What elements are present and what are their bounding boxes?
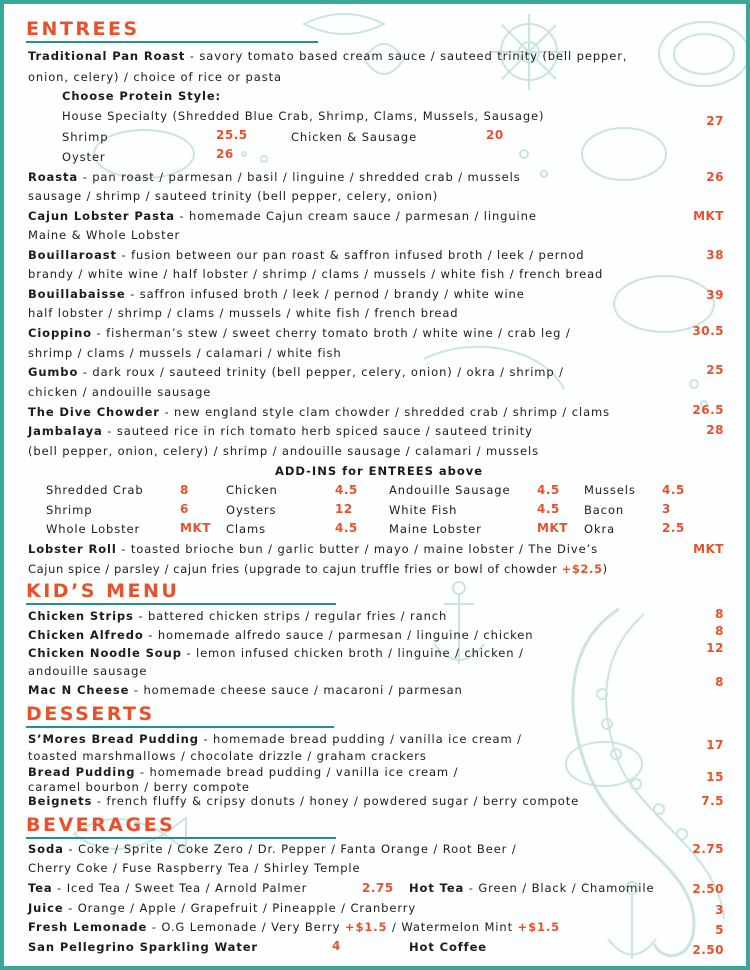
protein-oyster: Oyster: [62, 150, 106, 164]
addin-name: Mussels: [584, 483, 636, 497]
menu-item-bouillaroast: [28, 248, 584, 262]
item-price: 2.75: [692, 842, 724, 856]
hot-coffee-price: 2.50: [692, 943, 724, 957]
item-name: The Dive Chowder: [28, 405, 160, 419]
item-name: S’Mores Bread Pudding: [28, 732, 199, 746]
item-price: 28: [706, 423, 724, 437]
addin-price: 4.5: [537, 483, 560, 497]
kids-item: [28, 609, 447, 623]
item-name: Chicken Noodle Soup: [28, 646, 182, 660]
item-description-cont: sausage / shrimp / sauteed trinity (bell pepper, celery, onion): [28, 189, 439, 203]
tea-price: 2.75: [362, 881, 394, 895]
item-description-cont: toasted marshmallows / chocolate drizzle / graham crackers: [28, 749, 427, 763]
house-specialty-option: House Specialty (Shredded Blue Crab, Shrimp, Clams, Mussels, Sausage): [62, 109, 545, 123]
item-description-cont: Cherry Coke / Fuse Raspberry Tea / Shirley Temple: [28, 861, 361, 875]
addin-name: Maine Lobster: [389, 522, 482, 536]
item-description: - savory tomato based cream sauce / sauteed trinity (bell pepper,: [185, 49, 628, 63]
item-price: 15: [706, 770, 724, 784]
item-description: - Iced Tea / Sweet Tea / Arnold Palmer: [52, 881, 308, 895]
addin-price: MKT: [537, 521, 568, 535]
item-price: 30.5: [692, 324, 724, 338]
protein-shrimp: Shrimp: [62, 130, 109, 144]
item-description-cont: [28, 562, 608, 576]
item-name: Bouillabaisse: [28, 287, 126, 301]
item-name: Fresh Lemonade: [28, 920, 148, 934]
item-description: - Coke / Sprite / Coke Zero / Dr. Pepper / Fanta Orange / Root Beer /: [63, 842, 517, 856]
item-price: MKT: [693, 209, 724, 223]
item-price: 38: [706, 248, 724, 262]
item-description: - dark roux / sauteed trinity (bell pepper, celery, onion) / okra / shrimp /: [78, 365, 564, 379]
item-description: - homemade bread pudding / vanilla ice cream /: [198, 732, 522, 746]
addin-name: Shredded Crab: [46, 483, 144, 497]
protein-chicken-sausage-price: 20: [486, 128, 504, 142]
addin-name: Andouille Sausage: [389, 483, 511, 497]
protein-chicken-sausage: Chicken & Sausage: [291, 130, 418, 144]
addin-price: 4.5: [662, 483, 685, 497]
item-description: - fisherman’s stew / sweet cherry tomato broth / white wine / crab leg /: [91, 326, 571, 340]
item-name: Beignets: [28, 794, 93, 808]
addin-price: MKT: [180, 521, 211, 535]
item-description: - homemade Cajun cream sauce / parmesan / linguine: [174, 209, 537, 223]
upgrade-price: +$1.5: [517, 920, 561, 934]
item-name: Chicken Alfredo: [28, 628, 144, 642]
section-divider: [26, 837, 336, 839]
item-description: - pan roast / parmesan / basil / linguine / shredded crab / mussels: [78, 170, 521, 184]
addin-name: Whole Lobster: [46, 522, 141, 536]
item-name: Hot Tea: [409, 881, 465, 895]
item-price: 25: [706, 363, 724, 377]
item-description: - Orange / Apple / Grapefruit / Pineapple / Cranberry: [63, 901, 417, 915]
item-description: - fusion between our pan roast & saffron infused broth / leek / pernod: [116, 248, 585, 262]
addin-name: Chicken: [226, 483, 278, 497]
addin-price: 8: [180, 483, 189, 497]
section-divider: [26, 41, 318, 43]
item-description: / Watermelon Mint: [387, 920, 518, 934]
section-desserts: [26, 703, 155, 725]
item-description: ): [602, 562, 608, 576]
item-description: - toasted brioche bun / garlic butter / mayo / maine lobster / The Dive’s: [116, 542, 598, 556]
octopus-tentacle-icon: [573, 609, 724, 956]
item-price: 7.5: [701, 794, 724, 808]
item-description: - saffron infused broth / leek / pernod / brandy / white wine: [125, 287, 525, 301]
addin-name: Clams: [226, 522, 266, 536]
item-price: 26.5: [692, 403, 724, 417]
item-description-cont: onion, celery) / choice of rice or pasta: [28, 70, 282, 84]
addin-name: White Fish: [389, 503, 458, 517]
item-description: - lemon infused chicken broth / linguine / chicken /: [181, 646, 524, 660]
section-title-kids: KID’S MENU: [26, 580, 180, 602]
kids-item: [28, 646, 524, 660]
dessert-item: [28, 794, 579, 808]
item-name: Mac N Cheese: [28, 683, 130, 697]
addin-name: Okra: [584, 522, 616, 536]
section-title-entrees: ENTREES: [26, 18, 140, 40]
item-description: - O.G Lemonade / Very Berry: [147, 920, 345, 934]
beverage-item-hot-tea: [409, 881, 654, 895]
section-divider: [26, 603, 336, 605]
item-description: - homemade bread pudding / vanilla ice cream /: [135, 765, 459, 779]
item-price: 3: [715, 903, 724, 917]
kids-item: [28, 683, 463, 697]
item-name: Bouillaroast: [28, 248, 117, 262]
item-description-cont: caramel bourbon / berry compote: [28, 780, 250, 794]
kids-item: [28, 628, 533, 642]
item-description-cont: Maine & Whole Lobster: [28, 228, 181, 242]
menu-item-lobster-roll: [28, 542, 598, 556]
item-name: Soda: [28, 842, 64, 856]
menu-item-gumbo: [28, 365, 564, 379]
item-description-cont: (bell pepper, onion, celery) / shrimp / andouille sausage / calamari / mussels: [28, 444, 540, 458]
beverage-item-hot-coffee: Hot Coffee: [409, 940, 487, 954]
item-price: 26: [706, 170, 724, 184]
addin-price: 3: [662, 502, 671, 516]
section-entrees: [26, 18, 140, 40]
beverage-item-pellegrino: San Pellegrino Sparkling Water: [28, 940, 258, 954]
section-title-desserts: DESSERTS: [26, 703, 155, 725]
section-beverages: [26, 814, 175, 836]
section-divider: [26, 726, 334, 728]
dessert-item: [28, 732, 522, 746]
addin-price: 6: [180, 502, 189, 516]
hot-tea-price: 2.50: [692, 882, 724, 896]
menu-item-cioppino: [28, 326, 571, 340]
addin-name: Oysters: [226, 503, 277, 517]
item-price: 5: [715, 923, 724, 937]
addin-price: 4.5: [335, 483, 358, 497]
addin-price: 2.5: [662, 521, 685, 535]
item-name: Jambalaya: [28, 424, 103, 438]
item-name: Gumbo: [28, 365, 79, 379]
addins-heading: ADD-INS for ENTREES above: [274, 464, 484, 478]
addin-name: Shrimp: [46, 503, 93, 517]
item-description-cont: half lobster / shrimp / clams / mussels / white fish / french bread: [28, 306, 459, 320]
addin-price: 4.5: [335, 521, 358, 535]
menu-item-cajun-lobster-pasta: [28, 209, 537, 223]
item-price: 8: [715, 675, 724, 689]
section-kids-menu: [26, 580, 179, 602]
item-name: Traditional Pan Roast: [28, 49, 186, 63]
section-title-beverages: BEVERAGES: [26, 814, 176, 836]
house-specialty-price: 27: [706, 114, 724, 128]
item-description: - homemade alfredo sauce / parmesan / linguine / chicken: [143, 628, 534, 642]
item-description: - french fluffy & cripsy donuts / honey / powdered sugar / berry compote: [92, 794, 580, 808]
dessert-item: [28, 765, 458, 779]
protein-oyster-price: 26: [216, 147, 234, 161]
item-price: 8: [715, 624, 724, 638]
item-description: - sauteed rice in rich tomato herb spiced sauce / sauteed trinity: [102, 424, 533, 438]
pellegrino-price: 4: [332, 939, 341, 953]
item-price: 17: [706, 738, 724, 752]
beverage-item-lemonade: [28, 920, 560, 934]
beverage-item-tea: [28, 881, 307, 895]
item-description: - battered chicken strips / regular fries / ranch: [133, 609, 448, 623]
item-description-cont: andouille sausage: [28, 664, 148, 678]
menu-item-roasta: [28, 170, 521, 184]
item-price: 39: [706, 288, 724, 302]
item-name: Cioppino: [28, 326, 92, 340]
item-description: - Green / Black / Chamomile: [464, 881, 655, 895]
upgrade-price: +$2.5: [561, 562, 603, 576]
protein-shrimp-price: 25.5: [216, 128, 248, 142]
item-name: Cajun Lobster Pasta: [28, 209, 175, 223]
addin-price: 4.5: [537, 502, 560, 516]
protein-style-heading: Choose Protein Style:: [62, 89, 222, 103]
item-description-cont: chicken / andouille sausage: [28, 385, 212, 399]
item-name: Tea: [28, 881, 53, 895]
menu-item-bouillabaisse: [28, 287, 525, 301]
item-description: - new england style clam chowder / shredded crab / shrimp / clams: [159, 405, 611, 419]
item-name: Bread Pudding: [28, 765, 136, 779]
item-description-cont: brandy / white wine / half lobster / shrimp / clams / mussels / white fish / french bread: [28, 267, 604, 281]
menu-item-dive-chowder: [28, 405, 610, 419]
item-name: Chicken Strips: [28, 609, 134, 623]
item-name: Lobster Roll: [28, 542, 117, 556]
item-name: Juice: [28, 901, 64, 915]
item-name: Roasta: [28, 170, 79, 184]
menu-item-pan-roast: [28, 49, 627, 63]
upgrade-price: +$1.5: [344, 920, 388, 934]
beverage-item-soda: [28, 842, 517, 856]
menu-item-jambalaya: [28, 424, 533, 438]
item-price: MKT: [693, 542, 724, 556]
addin-price: 12: [335, 502, 353, 516]
item-price: 12: [706, 641, 724, 655]
addin-name: Bacon: [584, 503, 625, 517]
beverage-item-juice: [28, 901, 416, 915]
item-description-cont: shrimp / clams / mussels / calamari / white fish: [28, 346, 342, 360]
item-description: - homemade cheese sauce / macaroni / parmesan: [129, 683, 463, 697]
item-description: Cajun spice / parsley / cajun fries (upgrade to cajun truffle fries or bowl of chowder: [28, 562, 562, 576]
item-price: 8: [715, 607, 724, 621]
